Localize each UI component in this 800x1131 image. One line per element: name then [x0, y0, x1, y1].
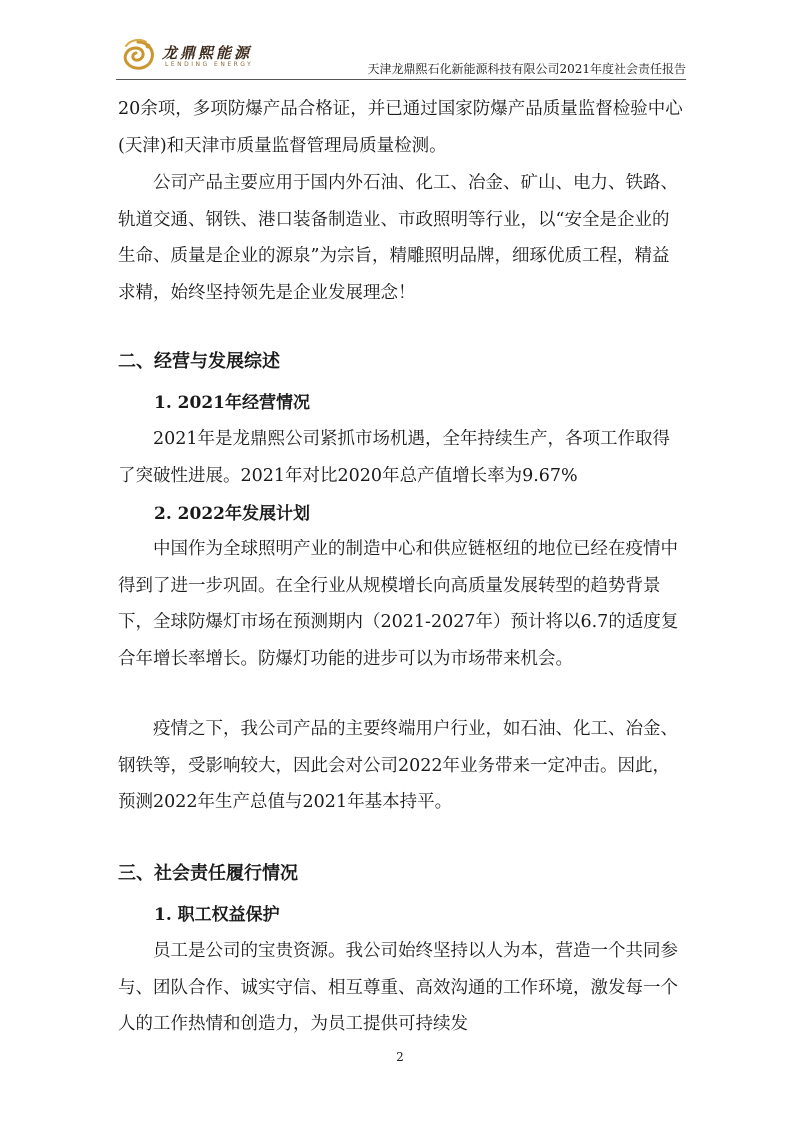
paragraph-pandemic-impact: 疫情之下，我公司产品的主要终端用户行业，如石油、化工、冶金、钢铁等，受影响较大，因此会对公司2022年业务带来一定冲击。因此，预测2022年生产总值与2021年基本持平。 [118, 719, 678, 812]
report-title: 天津龙鼎熙石化新能源科技有限公司2021年度社会责任报告 [367, 62, 686, 76]
subheading-2022-plan: 2. 2022年发展计划 [154, 504, 310, 524]
company-logo-icon [118, 36, 158, 76]
paragraph-market-outlook: 中国作为全球照明产业的制造中心和供应链枢纽的地位已经在疫情中得到了进一步巩固。在全行业从规模增长向高质量发展转型的趋势背景下，全球防爆灯市场在预测期内（2021-2027年）预计将以6.7的适度复合年增长率增长。防爆灯功能的进步可以为市场带来机会。 [118, 539, 679, 669]
subheading-employee-rights: 1. 职工权益保护 [154, 905, 280, 925]
brand-name-en: LENDING ENERGY [165, 61, 254, 68]
paragraph-2021-operations: 2021年是龙鼎熙公司紧抓市场机遇，全年持续生产，各项工作取得了突破性进展。2021年对比2020年总产值增长率为9.67% [118, 429, 671, 486]
page-header [0, 0, 800, 80]
paragraph-certification: 20余项，多项防爆产品合格证，并已通过国家防爆产品质量监督检验中心(天津)和天津市质量监督管理局质量检测。 [118, 99, 683, 156]
brand-name-cn: 龙鼎熙能源 [162, 44, 253, 62]
section-heading-operations: 二、经营与发展综述 [118, 351, 280, 372]
subheading-2021-operations: 1. 2021年经营情况 [154, 393, 310, 413]
header-divider [116, 79, 686, 80]
page-number: 2 [396, 1050, 404, 1064]
paragraph-employee-rights: 员工是公司的宝贵资源。我公司始终坚持以人为本，营造一个共同参与、团队合作、诚实守信、相互尊重、高效沟通的工作环境，激发每一个人的工作热情和创造力，为员工提供可持续发 [118, 941, 678, 1034]
section-heading-social-responsibility: 三、社会责任履行情况 [118, 863, 298, 884]
paragraph-applications: 公司产品主要应用于国内外石油、化工、冶金、矿山、电力、铁路、轨道交通、钢铁、港口装备制造业、市政照明等行业，以“安全是企业的生命、质量是企业的源泉”为宗旨，精雕照明品牌，细琢优质工程，精益求精，始终坚持领先是企业发展理念！ [118, 173, 678, 303]
